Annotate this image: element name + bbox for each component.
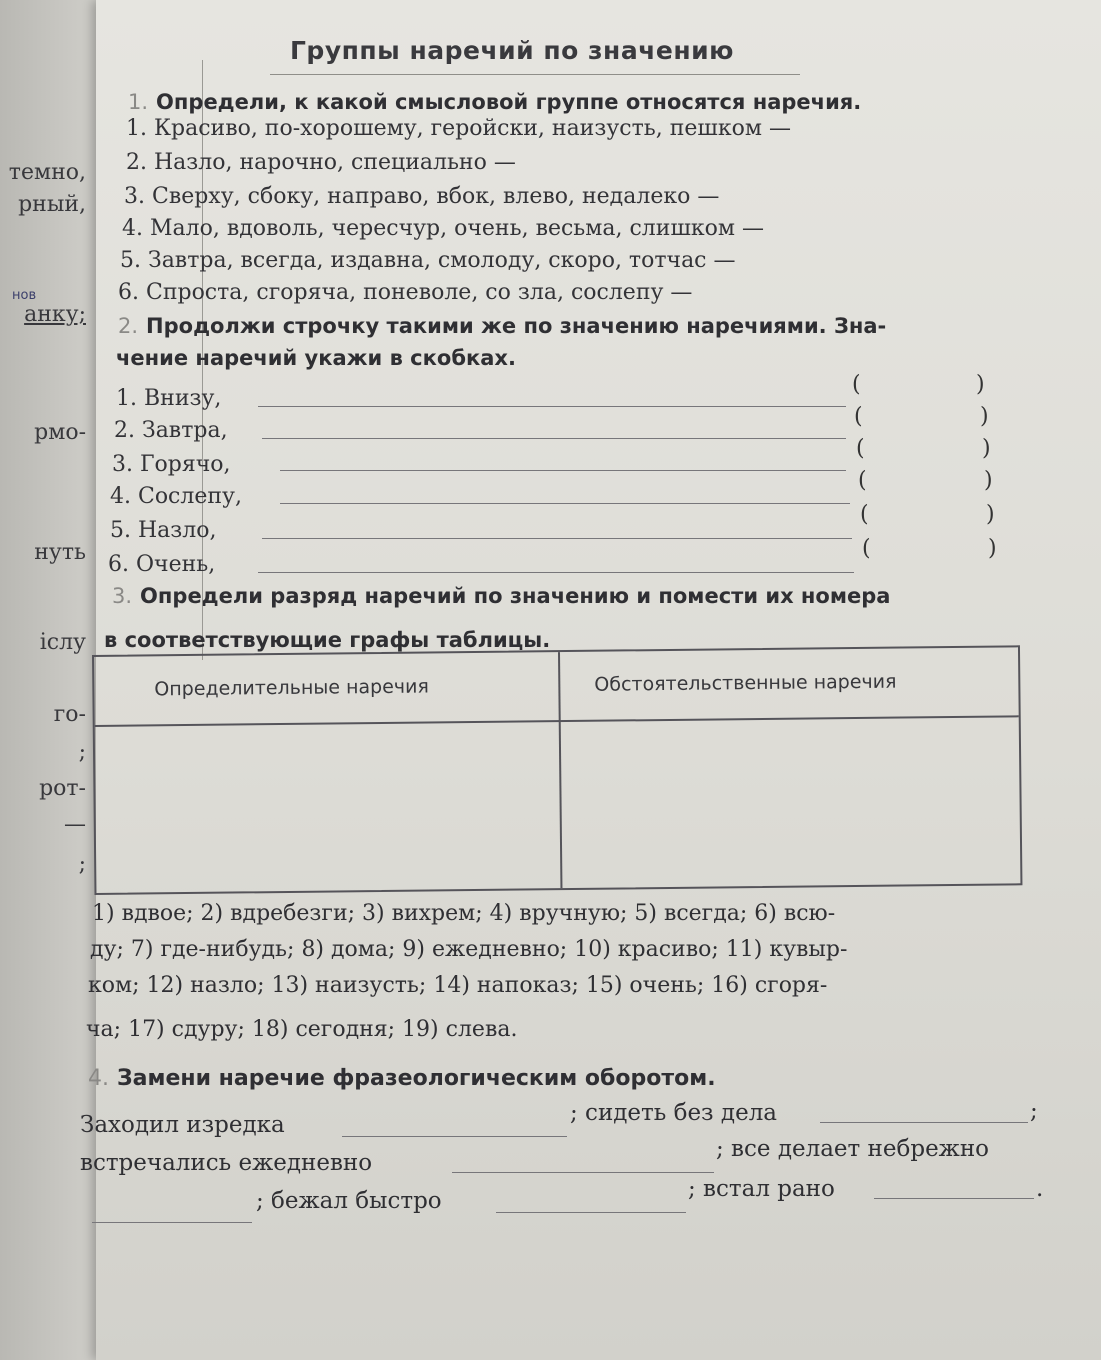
paren-open: ( [858, 468, 867, 493]
paren-open: ( [860, 502, 869, 527]
paren-close: ) [980, 404, 989, 429]
answer-blank[interactable] [452, 1172, 714, 1173]
table-cell-circumstantial[interactable] [561, 717, 1023, 888]
margin-fragment: рмо- [34, 420, 86, 445]
margin-fragment: рный, [18, 192, 86, 217]
task1-item: 2. Назло, нарочно, специально — [126, 150, 516, 175]
answer-blank[interactable] [820, 1122, 1028, 1123]
task4-punct: . [1036, 1176, 1044, 1202]
task2-heading-line2: чение наречий укажи в скобках. [116, 346, 516, 370]
task2-item: 4. Сослепу, [110, 484, 242, 509]
answer-blank[interactable] [262, 438, 846, 439]
margin-fragment: темно, [8, 160, 86, 185]
paren-close: ) [976, 372, 985, 397]
margin-fragment: іслу [39, 630, 86, 655]
paren-close: ) [986, 502, 995, 527]
task2-item: 2. Завтра, [114, 418, 228, 443]
margin-fragment: рот- [39, 776, 86, 801]
task4-heading [88, 1066, 716, 1091]
answer-blank[interactable] [258, 406, 846, 407]
margin-fragment: анку; [24, 302, 86, 327]
task3-number: 3. [112, 584, 133, 608]
margin-fragment: — [64, 812, 86, 837]
task4-punct: ; [1030, 1098, 1038, 1124]
task2-item: 3. Горячо, [112, 452, 231, 477]
task2-item: 5. Назло, [110, 518, 217, 543]
task4-prompt: Заходил изредка [80, 1112, 285, 1138]
paren-open: ( [852, 372, 861, 397]
answer-blank[interactable] [874, 1198, 1034, 1199]
task2-item: 1. Внизу, [116, 386, 222, 411]
answer-blank[interactable] [342, 1136, 567, 1137]
task3-heading [112, 584, 890, 608]
task4-prompt: ; бежал быстро [256, 1188, 442, 1214]
answer-blank[interactable] [280, 503, 850, 504]
task1-item: 6. Спроста, сгоряча, поневоле, со зла, сослепу — [118, 280, 693, 305]
classification-table [92, 645, 1022, 895]
table-header-circumstantial: Обстоятельственные наречия [594, 670, 897, 696]
answer-blank[interactable] [496, 1212, 686, 1213]
margin-fragment: го- [53, 702, 86, 727]
paren-close: ) [982, 436, 991, 461]
paren-close: ) [988, 536, 997, 561]
paren-open: ( [856, 436, 865, 461]
answer-blank[interactable] [92, 1222, 252, 1223]
task4-prompt: ; все делает небрежно [716, 1136, 990, 1162]
task1-item: 4. Мало, вдоволь, чересчур, очень, весьма, слишком — [122, 216, 764, 241]
adverb-list-line: 1) вдвое; 2) вдребезги; 3) вихрем; 4) вручную; 5) всегда; 6) всю- [92, 901, 836, 926]
answer-blank[interactable] [262, 538, 852, 539]
answer-blank[interactable] [258, 572, 854, 573]
paren-close: ) [984, 468, 993, 493]
task1-item: 1. Красиво, по-хорошему, геройски, наизусть, пешком — [126, 116, 791, 141]
task2-heading-line1: Продолжи строчку такими же по значению наречиями. Зна- [146, 314, 887, 338]
adverb-list-line: ком; 12) назло; 13) наизусть; 14) напоказ; 15) очень; 16) сгоря- [88, 973, 828, 998]
task2-heading [118, 314, 886, 338]
task1-item: 5. Завтра, всегда, издавна, смолоду, скоро, тотчас — [120, 248, 736, 273]
task3-heading-line2: в соответствующие графы таблицы. [104, 628, 551, 652]
task4-prompt: ; сидеть без дела [570, 1100, 778, 1126]
paren-open: ( [854, 404, 863, 429]
task4-heading-text: Замени наречие фразеологическим оборотом. [117, 1066, 716, 1091]
task4-number: 4. [88, 1066, 109, 1091]
answer-blank[interactable] [280, 470, 846, 471]
adverb-list-line: ду; 7) где-нибудь; 8) дома; 9) ежедневно; 10) красиво; 11) кувыр- [90, 937, 848, 962]
adverb-list-line: ча; 17) сдуру; 18) сегодня; 19) слева. [86, 1017, 518, 1042]
table-cell-definitive[interactable] [95, 722, 561, 893]
margin-fragment: ; [78, 852, 86, 877]
handwritten-note: нов [12, 288, 37, 303]
paren-open: ( [862, 536, 871, 561]
task4-prompt: встречались ежедневно [80, 1150, 373, 1176]
task1-item: 3. Сверху, сбоку, направо, вбок, влево, недалеко — [124, 184, 720, 209]
table-header-definitive: Определительные наречия [154, 675, 429, 701]
title-underline [270, 74, 800, 75]
task2-number: 2. [118, 314, 139, 338]
task3-heading-line1: Определи разряд наречий по значению и помести их номера [140, 584, 891, 608]
margin-fragment: ; [78, 740, 86, 765]
task1-heading [128, 90, 861, 114]
task1-heading-text: Определи, к какой смысловой группе относятся наречия. [156, 90, 862, 114]
task1-number: 1. [128, 90, 149, 114]
page-title: Группы наречий по значению [290, 36, 734, 65]
margin-fragment: нуть [34, 540, 86, 565]
task4-prompt: ; встал рано [688, 1176, 835, 1202]
task2-item: 6. Очень, [108, 552, 216, 577]
